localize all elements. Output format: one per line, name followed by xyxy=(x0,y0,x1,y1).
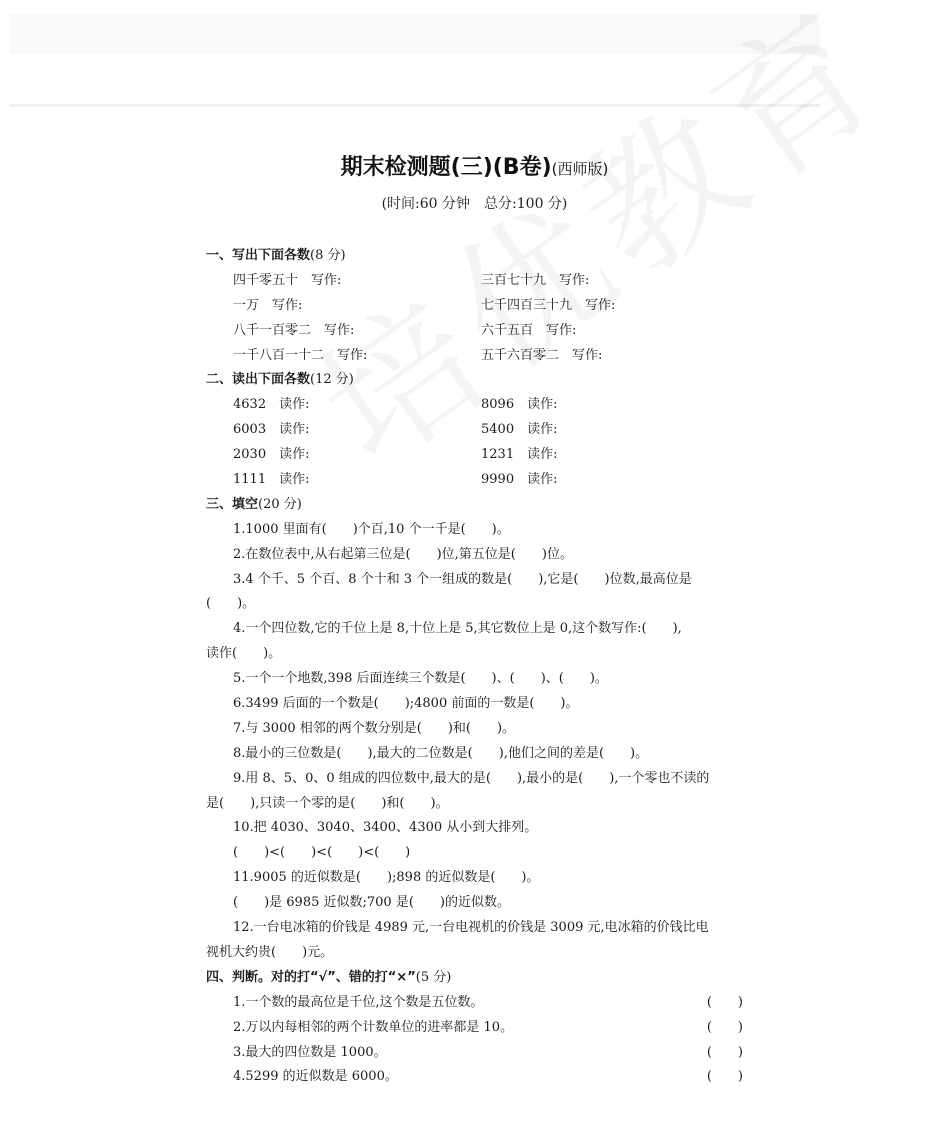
write-number-row: 一万 写作: 七千四百三十九 写作: xyxy=(233,297,616,313)
section-4-heading: 四、判断。对的打“√”、错的打“×”(5 分) xyxy=(206,969,452,985)
exam-content xyxy=(206,244,751,1090)
section-2-heading: 二、读出下面各数(12 分) xyxy=(206,372,354,388)
exam-info: (时间:60 分钟 总分:100 分) xyxy=(381,196,568,212)
question-line: 6.3499 后面的一个数是( );4800 前面的一数是( )。 xyxy=(233,696,579,712)
title-main: 期末检测题(三)(B卷) xyxy=(340,155,552,180)
section-1-heading: 一、写出下面各数(8 分) xyxy=(206,248,346,263)
question-line: ( )是 6985 近似数;700 是( )的近似数。 xyxy=(233,895,510,911)
question-line: 8.最小的三位数是( ),最大的二位数是( ),他们之间的差是( )。 xyxy=(233,745,649,761)
read-number-row: 1111 读作: 9990 读作: xyxy=(233,472,558,488)
title-edition: (西师版) xyxy=(551,160,609,178)
write-number-row: 一千八百一十二 写作: 五千六百零二 写作: xyxy=(233,347,603,363)
judgment-item: 3.最大的四位数是 1000。 ( ) xyxy=(206,1041,751,1066)
answer-parentheses: ( ) xyxy=(706,994,743,1010)
answer-parentheses: ( ) xyxy=(706,1044,743,1060)
write-number-row: 四千零五十 写作: 三百七十九 写作: xyxy=(233,272,590,288)
question-line: 2.在数位表中,从右起第三位是( )位,第五位是( )位。 xyxy=(233,546,573,562)
question-line: ( )。 xyxy=(206,596,256,612)
question-line: 10.把 4030、3040、3400、4300 从小到大排列。 xyxy=(233,820,538,836)
judgment-item: 4.5299 的近似数是 6000。 ( ) xyxy=(206,1065,751,1090)
question-line: 7.与 3000 相邻的两个数分别是( )和( )。 xyxy=(233,720,516,736)
question-line: 5.一个一个地数,398 后面连续三个数是( )、( )、( )。 xyxy=(233,671,608,687)
read-number-row: 6003 读作: 5400 读作: xyxy=(233,422,558,438)
read-number-row: 4632 读作: 8096 读作: xyxy=(233,397,558,413)
answer-parentheses: ( ) xyxy=(706,1069,743,1085)
judgment-item: 2.万以内每相邻的两个计数单位的进率都是 10。 ( ) xyxy=(206,1016,751,1041)
question-line: 视机大约贵( )元。 xyxy=(206,944,334,960)
question-line: 读作( )。 xyxy=(206,646,282,662)
read-number-row: 2030 读作: 1231 读作: xyxy=(233,447,558,463)
question-line: 9.用 8、5、0、0 组成的四位数中,最大的是( ),最小的是( ),一个零也不读的 xyxy=(233,770,710,786)
question-line: ( )<( )<( )<( ) xyxy=(233,845,411,861)
question-line: 11.9005 的近似数是( );898 的近似数是( )。 xyxy=(233,870,540,886)
question-line: 1.1000 里面有( )个百,10 个一千是( )。 xyxy=(233,521,510,537)
question-line: 12.一台电冰箱的价钱是 4989 元,一台电视机的价钱是 3009 元,电冰箱的价钱比电 xyxy=(233,920,709,936)
section-3-heading: 三、填空(20 分) xyxy=(206,496,302,512)
write-number-row: 八千一百零二 写作: 六千五百 写作: xyxy=(233,322,577,338)
answer-parentheses: ( ) xyxy=(706,1019,743,1035)
question-line: 3.4 个千、5 个百、8 个十和 3 个一组成的数是( ),它是( )位数,最高位是 xyxy=(233,571,692,587)
question-line: 4.一个四位数,它的千位上是 8,十位上是 5,其它数位上是 0,这个数写作:( ), xyxy=(233,621,682,637)
question-line: 是( ),只读一个零的是( )和( )。 xyxy=(206,795,449,811)
page-title xyxy=(0,150,949,181)
judgment-item: 1.一个数的最高位是千位,这个数是五位数。 ( ) xyxy=(206,991,751,1016)
